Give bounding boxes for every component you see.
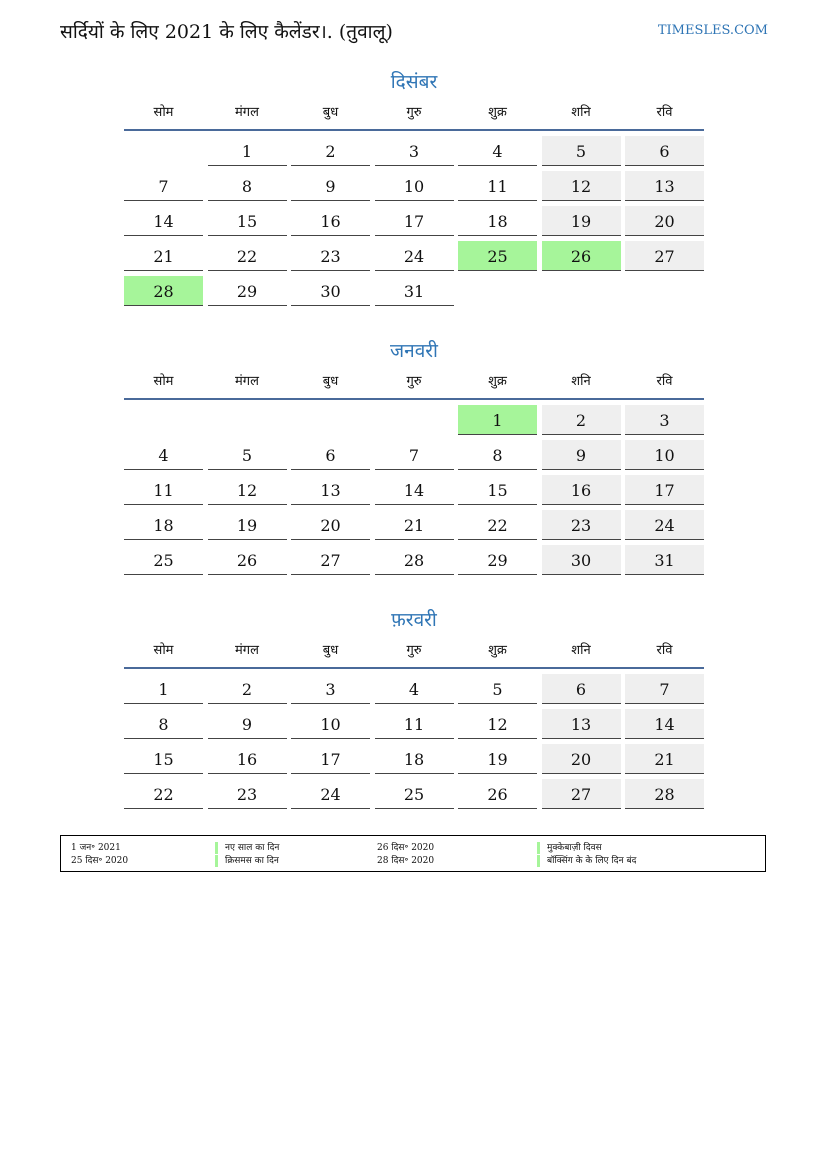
day-cell: 7 [124,171,203,201]
weekday-label: बुध [322,374,339,389]
legend-date: 1 जन॰ 2021 [71,843,121,853]
day-cell: 13 [542,709,621,739]
day-cell: 11 [124,475,203,505]
day-cell: 19 [542,206,621,236]
weekday-label: सोम [153,643,174,658]
day-cell: 13 [291,475,370,505]
legend-date: 25 दिस॰ 2020 [71,856,129,866]
weekday-label: सोम [153,105,174,120]
day-cell: 12 [458,709,537,739]
day-cell: 23 [208,779,287,809]
holiday-day-cell: 26 [542,241,621,271]
empty-day-cell [458,276,537,306]
day-cell: 22 [208,241,287,271]
day-cell: 4 [458,136,537,166]
weekday-label: सोम [153,374,174,389]
weekday-label: शुक्र [488,643,507,658]
holiday-day-cell: 28 [124,276,203,306]
day-cell: 6 [625,136,704,166]
day-cell: 13 [625,171,704,201]
legend-holiday-name: क्रिसमस का दिन [215,855,279,867]
day-cell: 31 [375,276,454,306]
holiday-day-cell: 1 [458,405,537,435]
day-cell: 30 [542,545,621,575]
weekday-header [124,103,704,131]
day-cell: 10 [291,709,370,739]
empty-day-cell [375,405,454,435]
day-cell: 21 [625,744,704,774]
day-cell: 14 [124,206,203,236]
day-cell: 6 [542,674,621,704]
weekday-label: शनि [571,643,591,658]
day-cell: 23 [542,510,621,540]
day-cell: 15 [208,206,287,236]
brand-link[interactable]: TIMESLES.COM [657,23,768,38]
day-grid [124,405,704,575]
weekday-label: गुरु [406,643,422,658]
day-cell: 8 [208,171,287,201]
day-cell: 18 [375,744,454,774]
day-cell: 10 [375,171,454,201]
weekday-label: शनि [571,105,591,120]
month-name: दिसंबर [390,71,438,93]
day-cell: 1 [208,136,287,166]
day-cell: 29 [458,545,537,575]
day-cell: 7 [625,674,704,704]
weekday-header [124,641,704,669]
empty-day-cell [625,276,704,306]
day-cell: 25 [375,779,454,809]
day-cell: 9 [542,440,621,470]
day-cell: 28 [625,779,704,809]
day-cell: 12 [542,171,621,201]
day-cell: 19 [208,510,287,540]
holiday-day-cell: 25 [458,241,537,271]
day-cell: 2 [291,136,370,166]
empty-day-cell [208,405,287,435]
day-cell: 16 [208,744,287,774]
day-cell: 26 [458,779,537,809]
empty-day-cell [542,276,621,306]
day-cell: 25 [124,545,203,575]
day-cell: 10 [625,440,704,470]
day-cell: 17 [625,475,704,505]
month-name: जनवरी [390,340,438,362]
day-cell: 23 [291,241,370,271]
month-january [124,336,704,575]
empty-day-cell [124,405,203,435]
day-cell: 4 [375,674,454,704]
day-cell: 14 [625,709,704,739]
legend-date: 26 दिस॰ 2020 [377,843,435,853]
weekday-label: गुरु [406,105,422,120]
day-cell: 24 [375,241,454,271]
weekday-label: मंगल [235,374,259,389]
page-title: सर्दियों के लिए 2021 के लिए कैलेंडर।. (तुवालू) [60,21,393,43]
day-cell: 15 [124,744,203,774]
day-cell: 24 [291,779,370,809]
legend-holiday-name: मुक्केबाज़ी दिवस [537,842,602,854]
day-cell: 1 [124,674,203,704]
weekday-label: बुध [322,105,339,120]
day-cell: 20 [291,510,370,540]
weekday-label: शुक्र [488,105,507,120]
day-cell: 27 [542,779,621,809]
day-cell: 27 [291,545,370,575]
day-cell: 3 [625,405,704,435]
day-cell: 28 [375,545,454,575]
day-cell: 18 [458,206,537,236]
day-cell: 7 [375,440,454,470]
day-grid [124,136,704,306]
empty-day-cell [291,405,370,435]
legend-holiday-name: बॉक्सिंग के के लिए दिन बंद [537,855,636,867]
day-cell: 22 [124,779,203,809]
day-cell: 3 [375,136,454,166]
month-february [124,605,704,809]
weekday-label: मंगल [235,643,259,658]
day-cell: 4 [124,440,203,470]
day-cell: 21 [124,241,203,271]
day-cell: 8 [458,440,537,470]
weekday-label: रवि [656,374,673,389]
day-cell: 11 [458,171,537,201]
weekday-label: रवि [656,105,673,120]
day-cell: 30 [291,276,370,306]
day-cell: 29 [208,276,287,306]
legend-date: 28 दिस॰ 2020 [377,856,435,866]
day-cell: 12 [208,475,287,505]
month-name: फ़रवरी [391,609,437,631]
day-grid [124,674,704,809]
day-cell: 5 [542,136,621,166]
day-cell: 20 [542,744,621,774]
day-cell: 6 [291,440,370,470]
day-cell: 11 [375,709,454,739]
legend-holiday-name: नए साल का दिन [215,842,279,854]
day-cell: 2 [208,674,287,704]
day-cell: 5 [208,440,287,470]
day-cell: 3 [291,674,370,704]
day-cell: 5 [458,674,537,704]
day-cell: 15 [458,475,537,505]
weekday-label: शुक्र [488,374,507,389]
weekday-header [124,372,704,400]
day-cell: 9 [208,709,287,739]
day-cell: 20 [625,206,704,236]
day-cell: 16 [542,475,621,505]
day-cell: 19 [458,744,537,774]
day-cell: 17 [291,744,370,774]
holiday-legend [60,835,766,872]
day-cell: 27 [625,241,704,271]
day-cell: 18 [124,510,203,540]
day-cell: 24 [625,510,704,540]
month-december [124,67,704,306]
day-cell: 22 [458,510,537,540]
day-cell: 26 [208,545,287,575]
day-cell: 9 [291,171,370,201]
day-cell: 17 [375,206,454,236]
weekday-label: गुरु [406,374,422,389]
weekday-label: रवि [656,643,673,658]
weekday-label: शनि [571,374,591,389]
day-cell: 2 [542,405,621,435]
weekday-label: बुध [322,643,339,658]
day-cell: 14 [375,475,454,505]
day-cell: 8 [124,709,203,739]
weekday-label: मंगल [235,105,259,120]
day-cell: 21 [375,510,454,540]
day-cell: 16 [291,206,370,236]
day-cell: 31 [625,545,704,575]
empty-day-cell [124,136,203,166]
